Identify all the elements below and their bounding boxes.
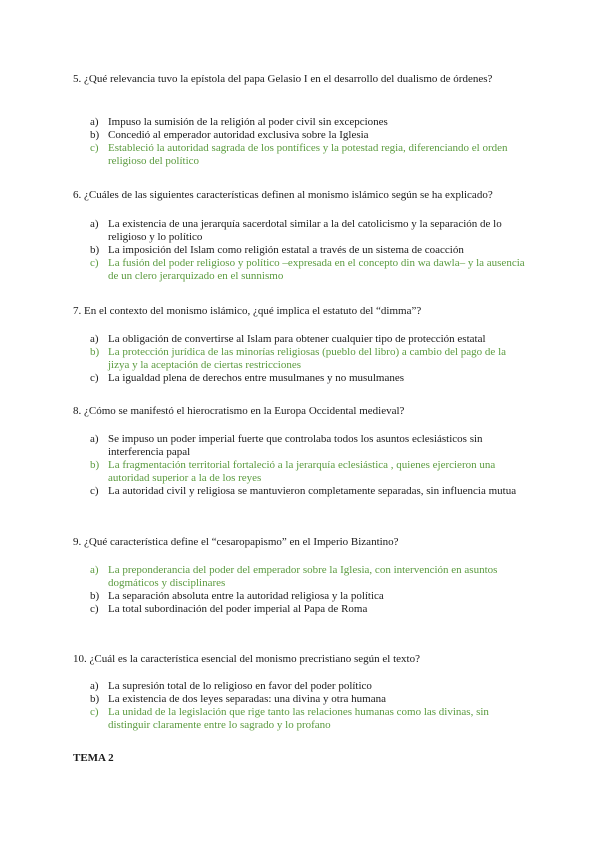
option-text: La imposición del Islam como religión estatal a través de un sistema de coacción xyxy=(108,244,464,256)
option-text: Impuso la sumisión de la religión al poder civil sin excepciones xyxy=(108,116,388,128)
question-10: 10. ¿Cuál es la característica esencial del monismo precristiano según el texto? xyxy=(73,653,420,665)
option-text: La supresión total de lo religioso en favor del poder político xyxy=(108,680,372,692)
option-text: La igualdad plena de derechos entre musulmanes y no musulmanes xyxy=(108,372,404,384)
question-9: 9. ¿Qué característica define el “cesaropapismo” en el Imperio Bizantino? xyxy=(73,536,399,548)
option-text: La protección jurídica de las minorías religiosas (pueblo del libro) a cambio del pago de la jizya y la aceptación de ciertas restricciones xyxy=(108,346,507,371)
option-text: Se impuso un poder imperial fuerte que controlaba todos los asuntos eclesiásticos sin interferencia papal xyxy=(108,433,483,458)
option-text: La fragmentación territorial fortaleció a la jerarquía eclesiástica , quienes ejercieron una autoridad superior a la de los reyes xyxy=(108,459,496,484)
option-letter: c) xyxy=(90,603,99,615)
option-letter: a) xyxy=(90,680,99,692)
option-7b-correct xyxy=(90,346,530,372)
options-5 xyxy=(90,116,530,168)
option-text: La existencia de dos leyes separadas: una divina y otra humana xyxy=(108,693,386,705)
option-9b xyxy=(90,590,530,603)
option-letter: b) xyxy=(90,459,100,471)
option-10c-correct xyxy=(90,706,530,732)
option-text: Concedió al emperador autoridad exclusiva sobre la Iglesia xyxy=(108,129,369,141)
option-letter: a) xyxy=(90,564,99,576)
option-text: La total subordinación del poder imperial al Papa de Roma xyxy=(108,603,368,615)
option-letter: c) xyxy=(90,706,99,718)
option-5b xyxy=(90,129,530,142)
option-letter: c) xyxy=(90,485,99,497)
option-6b xyxy=(90,244,530,257)
option-letter: c) xyxy=(90,372,99,384)
option-letter: a) xyxy=(90,218,99,230)
option-8b-correct xyxy=(90,459,530,485)
option-5a xyxy=(90,116,530,129)
question-7: 7. En el contexto del monismo islámico, ¿qué implica el estatuto del “dimma”? xyxy=(73,305,422,317)
option-text: La autoridad civil y religiosa se mantuvieron completamente separadas, sin influencia mutua xyxy=(108,485,517,497)
option-text: Estableció la autoridad sagrada de los pontífices y la potestad regia, diferenciando el orden religioso del político xyxy=(108,142,508,167)
option-letter: a) xyxy=(90,116,99,128)
option-text: La obligación de convertirse al Islam para obtener cualquier tipo de protección estatal xyxy=(108,333,486,345)
options-10 xyxy=(90,680,530,732)
option-letter: a) xyxy=(90,433,99,445)
option-letter: c) xyxy=(90,257,99,269)
section-heading: TEMA 2 xyxy=(73,752,114,764)
option-letter: b) xyxy=(90,693,100,705)
option-9c xyxy=(90,603,530,616)
options-9 xyxy=(90,564,530,616)
options-7 xyxy=(90,333,530,385)
option-10a xyxy=(90,680,530,693)
options-8 xyxy=(90,433,530,498)
option-text: La unidad de la legislación que rige tanto las relaciones humanas como las divinas, sin distinguir claramente entre lo sagrado y lo profano xyxy=(108,706,489,731)
option-letter: c) xyxy=(90,142,99,154)
option-8a xyxy=(90,433,530,459)
option-7c xyxy=(90,372,530,385)
options-6 xyxy=(90,218,530,283)
question-5: 5. ¿Qué relevancia tuvo la epístola del papa Gelasio I en el desarrollo del dualismo de órdenes? xyxy=(73,73,493,85)
option-letter: a) xyxy=(90,333,99,345)
option-text: La separación absoluta entre la autoridad religiosa y la política xyxy=(108,590,384,602)
question-8: 8. ¿Cómo se manifestó el hierocratismo en la Europa Occidental medieval? xyxy=(73,405,405,417)
option-5c-correct xyxy=(90,142,530,168)
question-6: 6. ¿Cuáles de las siguientes características definen al monismo islámico según se ha explicado? xyxy=(73,189,493,201)
option-6c-correct xyxy=(90,257,530,283)
option-10b xyxy=(90,693,530,706)
option-text: La existencia de una jerarquía sacerdotal similar a la del catolicismo y la separación de lo religioso y lo político xyxy=(108,218,502,243)
option-6a xyxy=(90,218,530,244)
option-letter: b) xyxy=(90,244,100,256)
option-text: La preponderancia del poder del emperador sobre la Iglesia, con intervención en asuntos dogmáticos y disciplinares xyxy=(108,564,498,589)
option-8c xyxy=(90,485,530,498)
option-letter: b) xyxy=(90,590,100,602)
option-text: La fusión del poder religioso y político –expresada en el concepto din wa dawla– y la ausencia de un clero jerarquizado en el sunnismo xyxy=(108,257,525,282)
option-letter: b) xyxy=(90,129,100,141)
option-letter: b) xyxy=(90,346,100,358)
option-7a xyxy=(90,333,530,346)
option-9a-correct xyxy=(90,564,530,590)
